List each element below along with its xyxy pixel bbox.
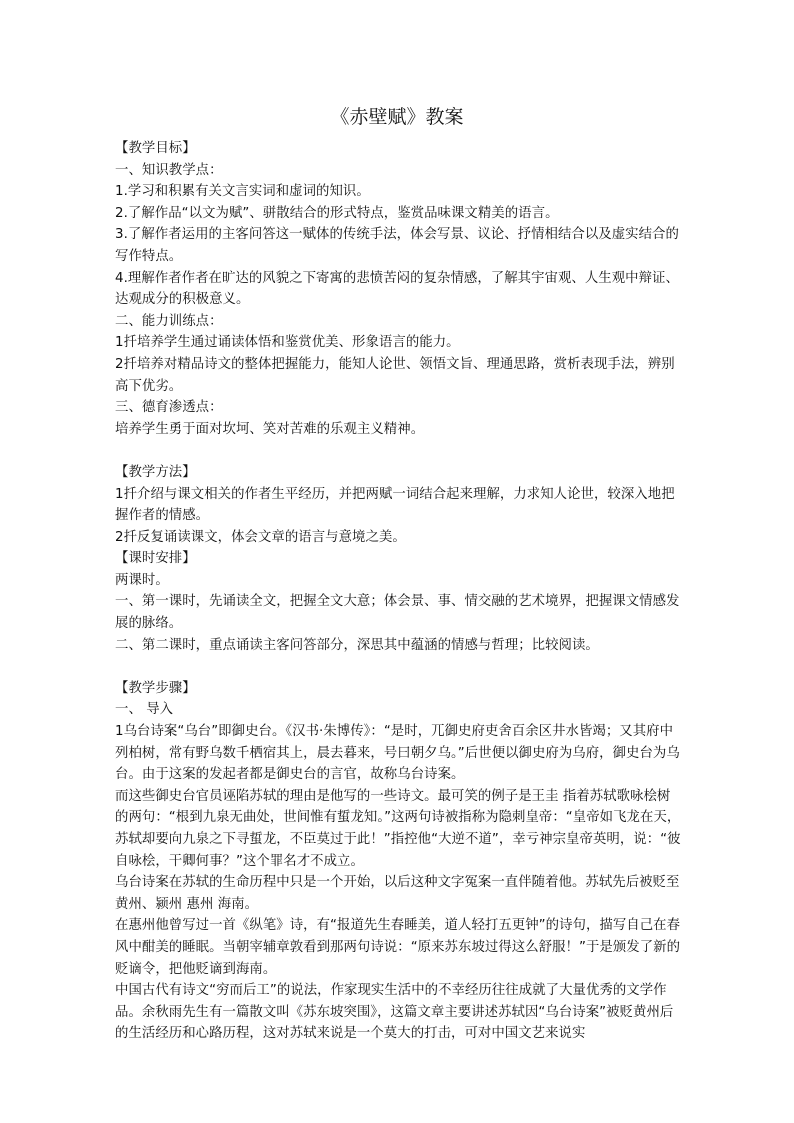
document-body bbox=[115, 138, 681, 1045]
step-paragraph: 在惠州他曾写过一首《纵笔》诗，有“报道先生春睡美，道人轻打五更钟”的诗句，描写自己在春风中酣美的睡眠。当朝宰辅章敦看到那两句诗说：“原来苏东坡过得这么舒服！”于是颁发了新的贬谪令，把他贬谪到海南。 bbox=[115, 918, 681, 977]
subheading-intro: 一、 导入 bbox=[115, 702, 174, 718]
spacer bbox=[115, 656, 681, 678]
method-item: 1扦介绍与课文相关的作者生平经历，并把两赋一词结合起来理解，力求知人论世，较深入地把握作者的情感。 bbox=[115, 486, 675, 524]
section-heading-goals: 【教学目标】 bbox=[115, 141, 196, 156]
moral-text: 培养学生勇于面对坎坷、笑对苦难的乐观主义精神。 bbox=[115, 421, 425, 437]
section-heading-steps: 【教学步骤】 bbox=[115, 680, 196, 696]
knowledge-item: 1.学习和积累有关文言实词和虚词的知识。 bbox=[115, 184, 370, 200]
schedule-total: 两课时。 bbox=[115, 572, 169, 588]
knowledge-item: 4.理解作者作者在旷达的风貌之下寄寓的悲愤苦闷的复杂情感，了解其宇宙观、人生观中辩证、达观成分的积极意义。 bbox=[115, 270, 679, 308]
page-title: 《赤壁赋》教案 bbox=[330, 106, 464, 128]
schedule-item: 一、第一课时，先诵读全文，把握全文大意；体会景、事、情交融的艺术境界，把握课文情感发展的脉络。 bbox=[115, 594, 680, 632]
knowledge-item: 2.了解作品“以文为赋”、骈散结合的形式特点，鉴赏品味课文精美的语言。 bbox=[115, 205, 559, 221]
subheading-knowledge: 一、知识教学点： bbox=[115, 162, 223, 178]
step-paragraph: 而这些御史台官员诬陷苏轼的理由是他写的一些诗文。最可笑的例子是王圭 指着苏轼歌咏桧树的两句：“根到九泉无曲处，世间惟有蜇龙知。”这两句诗被指称为隐刺皇帝：“皇帝如飞龙在天，苏轼却要向九泉之下寻蜇龙，不臣莫过于此！”指控他“大逆不道”，幸亏神宗皇帝英明，说：“彼自咏桧，干卿何事？”这个罪名才不成立。 bbox=[115, 788, 681, 869]
step-paragraph: 乌台诗案在苏轼的生命历程中只是一个开始，以后这种文字冤案一直伴随着他。苏轼先后被贬至黄州、颍州 惠州 海南。 bbox=[115, 875, 680, 912]
method-item: 2扦反复诵读课文，体会文章的语言与意境之美。 bbox=[115, 529, 406, 545]
schedule-item: 二、第二课时，重点诵读主客问答部分，深思其中蕴涵的情感与哲理；比较阅读。 bbox=[115, 637, 599, 653]
ability-item: 1扦培养学生通过诵读体悟和鉴赏优美、形象语言的能力。 bbox=[115, 335, 460, 351]
ability-item: 2扦培养对精品诗文的整体把握能力，能知人论世、领悟文旨、理通思路，赏析表现手法，辨别高下优劣。 bbox=[115, 356, 675, 394]
subheading-ability: 二、能力训练点： bbox=[115, 313, 223, 329]
spacer bbox=[115, 440, 681, 462]
section-heading-methods: 【教学方法】 bbox=[115, 464, 196, 480]
step-paragraph: 1乌台诗案“乌台”即御史台。《汉书·朱博传》：“是时，兀御史府吏舍百余区井水皆竭；又其府中列柏树，常有野乌数千栖宿其上，晨去暮来，号曰朝夕乌。”后世便以御史府为乌府，御史台为乌台。由于这案的发起者都是御史台的言官，故称乌台诗案。 bbox=[115, 724, 680, 783]
step-paragraph: 中国古代有诗文“穷而后工”的说法，作家现实生活中的不幸经历往往成就了大量优秀的文学作品。余秋雨先生有一篇散文叫《苏东坡突围》，这篇文章主要讲述苏轼因“乌台诗案”被贬黄州后的生活经历和心路历程，这对苏轼来说是一个莫大的打击，可对中国文艺来说实 bbox=[115, 983, 674, 1042]
subheading-moral: 三、德育渗透点： bbox=[115, 400, 223, 416]
knowledge-item: 3.了解作者运用的主客问答这一赋体的传统手法，体会写景、议论、抒情相结合以及虚实结合的写作特点。 bbox=[115, 227, 679, 264]
section-heading-schedule: 【课时安排】 bbox=[115, 551, 196, 567]
